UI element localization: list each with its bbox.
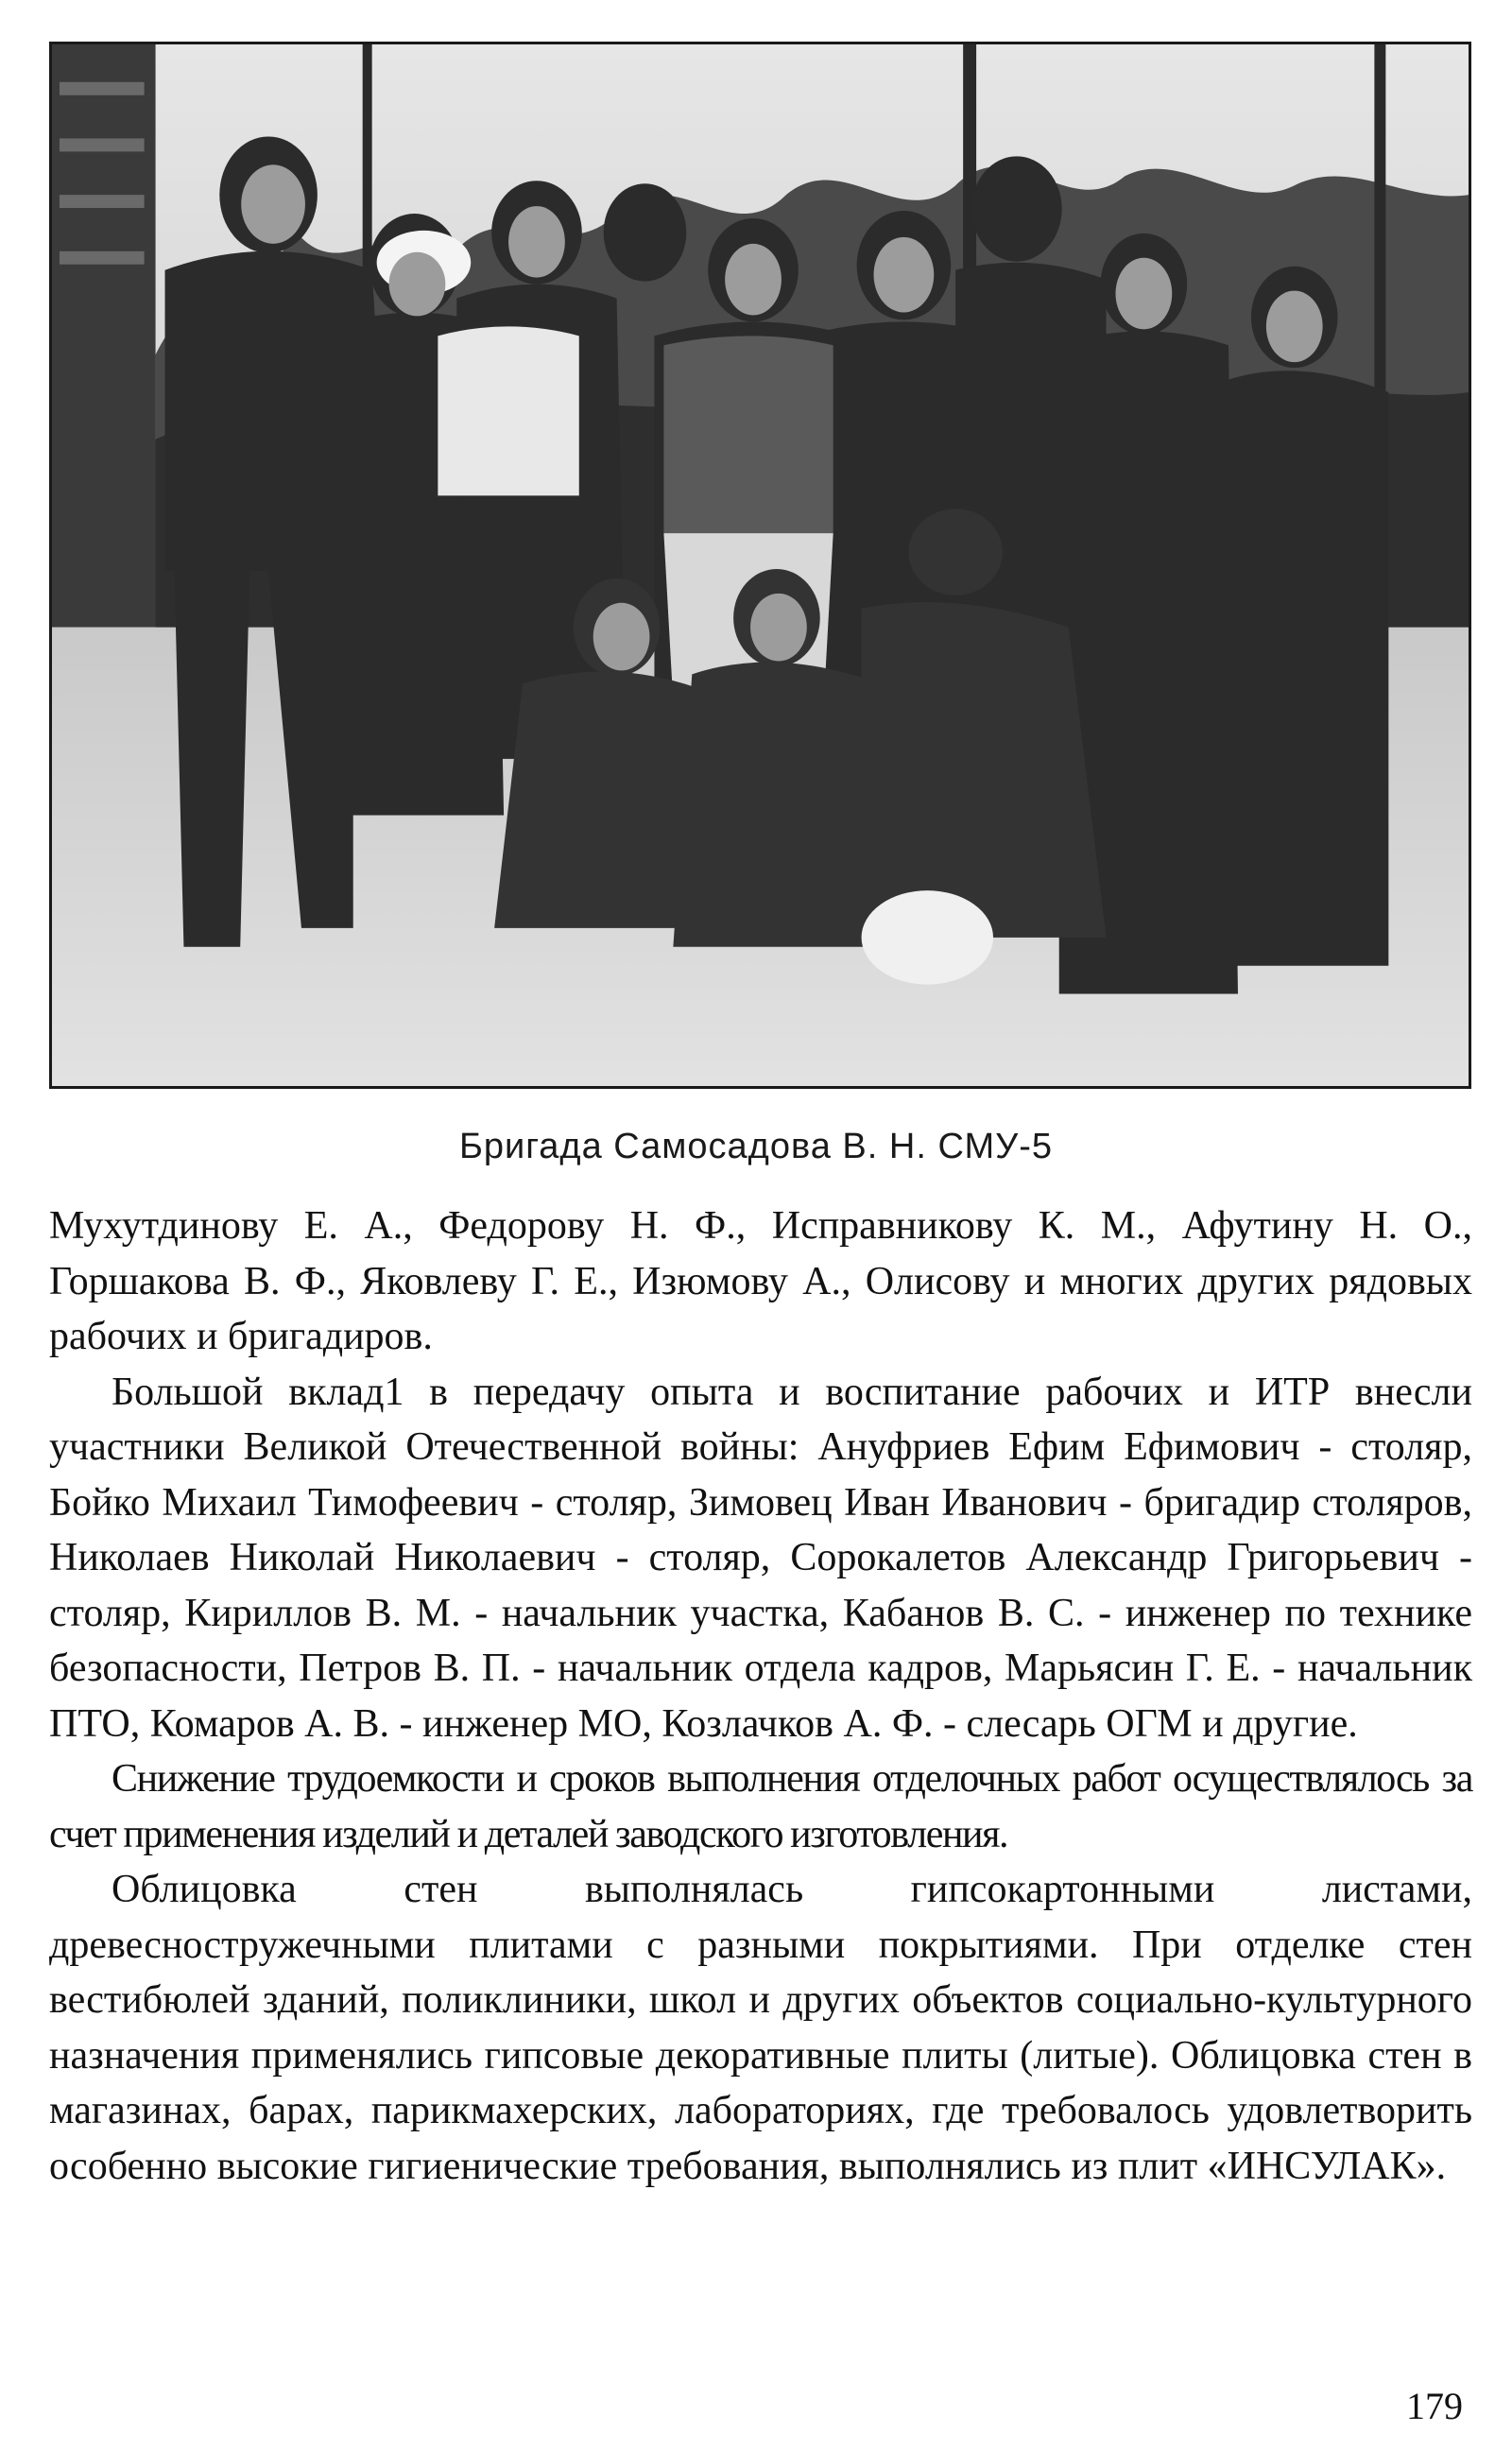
paragraph: Снижение трудоемкости и сроков выполнения отделочных работ осуществлялось за счет применения изделий и деталей заводского изготовления. (49, 1757, 1472, 1856)
page-number: 179 (1406, 2385, 1463, 2427)
group-photo (49, 42, 1471, 1089)
group-photo-icon (52, 44, 1469, 1086)
body-text (49, 1199, 1472, 2194)
paragraph: Мухутдинову Е. А., Федорову Н. Ф., Исправникову К. М., Афутину Н. О., Горшакова В. Ф., Яковлеву Г. Е., Изюмову А., Олисову и многих других рядовых рабочих и бригадиров. (49, 1204, 1472, 1358)
paragraph: Большой вклад1 в передачу опыта и воспитание рабочих и ИТР внесли участники Великой Отечественной войны: Ануфриев Ефим Ефимович - столяр, Бойко Михаил Тимофеевич - столяр, Зимовец Иван Иванович - бригадир столяров, Николаев Николай Николаевич - столяр, Сорокалетов Александр Григорьевич - столяр, Кириллов В. М. - начальник участка, Кабанов В. С. - инженер по технике безопасности, Петров В. П. - начальник отдела кадров, Марьясин Г. Е. - начальник ПТО, Комаров А. В. - инженер МО, Козлачков А. Ф. - слесарь ОГМ и другие. (49, 1370, 1472, 1746)
paragraph: Облицовка стен выполнялась гипсокартонными листами, древесностружечными плитами с разными покрытиями. При отделке стен вестибюлей зданий, поликлиники, школ и других объектов социально-культурного назначения применялись гипсовые декоративные плиты (литые). Облицовка стен в магазинах, барах, парикмахерских, лабораториях, где требовалось удовлетворить особенно высокие гигиенические требования, выполнялись из плит «ИНСУЛАК». (49, 1868, 1472, 2188)
photo-caption: Бригада Самосадова В. Н. СМУ-5 (458, 1127, 1054, 1166)
